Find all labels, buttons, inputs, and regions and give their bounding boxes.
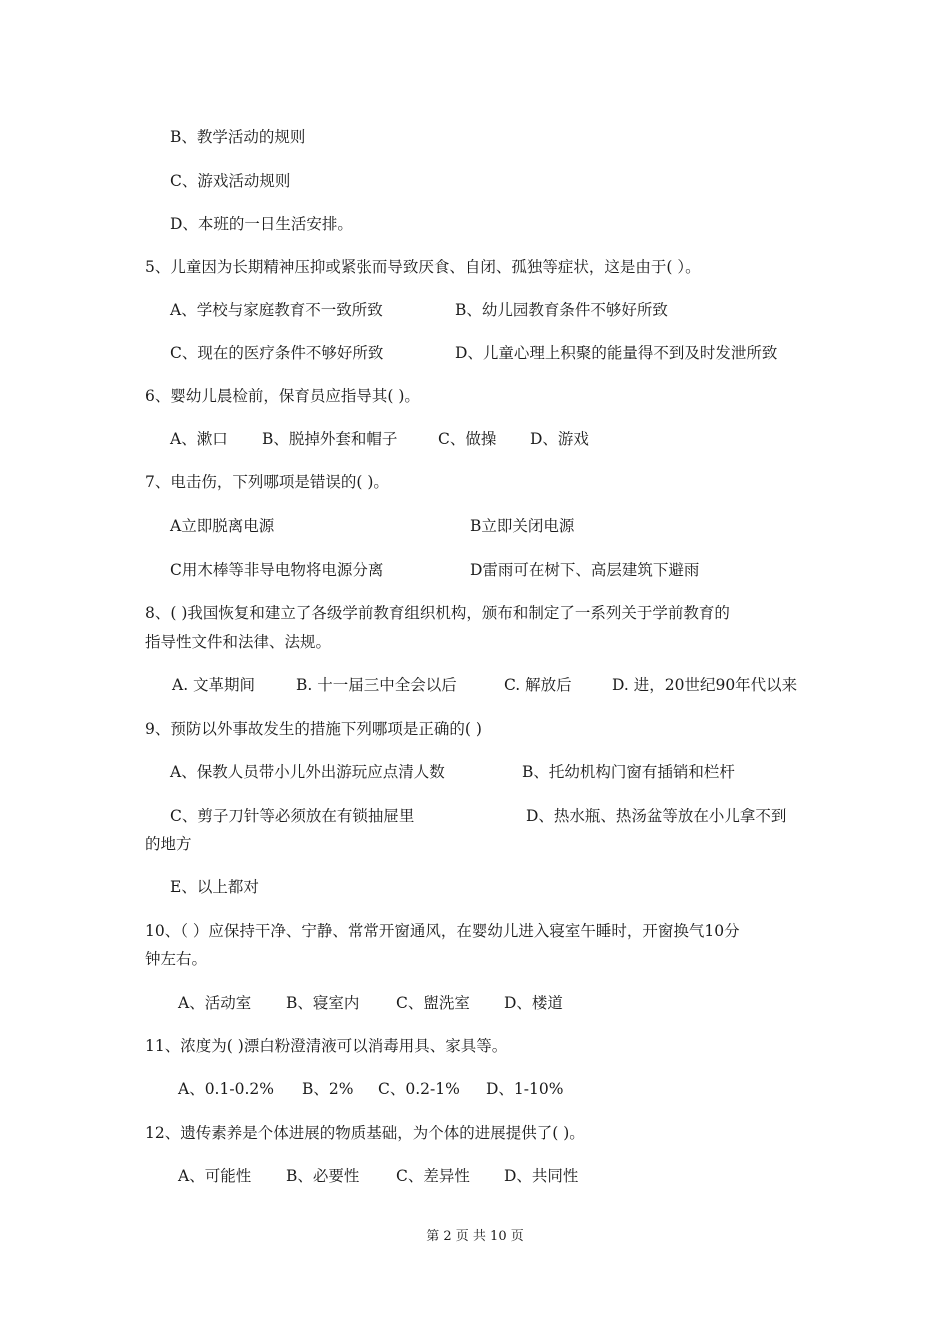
q7-stem: 7、电击伤，下列哪项是错误的( )。 <box>145 473 389 491</box>
q5-option-a: A、学校与家庭教育不一致所致 <box>170 301 383 319</box>
q10-option-c: C、盥洗室 <box>396 994 470 1012</box>
q9-option-e: E、以上都对 <box>170 878 259 896</box>
q12-option-c: C、差异性 <box>396 1167 470 1185</box>
q5-option-c: C、现在的医疗条件不够好所致 <box>170 344 384 362</box>
q11-option-d: D、1-10% <box>486 1080 564 1098</box>
q11-option-b: B、2% <box>302 1080 354 1098</box>
q6-option-a: A、漱口 <box>170 430 228 448</box>
q4-option-c: C、游戏活动规则 <box>170 172 291 190</box>
q8-option-a: A. 文革期间 <box>172 676 256 694</box>
q11-stem: 11、浓度为( )漂白粉澄清液可以消毒用具、家具等。 <box>145 1037 508 1055</box>
q8-option-b: B. 十一届三中全会以后 <box>296 676 457 694</box>
q8-option-d: D. 进，20世纪90年代以来 <box>612 676 798 694</box>
q5-stem: 5、儿童因为长期精神压抑或紧张而导致厌食、自闭、孤独等症状，这是由于( ）。 <box>145 258 701 276</box>
q6-option-d: D、游戏 <box>530 430 589 448</box>
q9-option-b: B、托幼机构门窗有插销和栏杆 <box>522 763 735 781</box>
q9-option-d: D、热水瓶、热汤盆等放在小儿拿不到 <box>526 807 787 825</box>
q11-option-c: C、0.2-1% <box>378 1080 460 1098</box>
q12-option-d: D、共同性 <box>504 1167 579 1185</box>
q6-option-c: C、做操 <box>438 430 497 448</box>
q10-stem-line1: 10、（ ）应保持干净、宁静、常常开窗通风，在婴幼儿进入寝室午睡时，开窗换气10分 <box>145 922 740 940</box>
q6-stem: 6、婴幼儿晨检前，保育员应指导其( )。 <box>145 387 420 405</box>
q10-option-b: B、寝室内 <box>286 994 360 1012</box>
q7-option-c: C用木棒等非导电物将电源分离 <box>170 561 384 579</box>
q9-stem: 9、预防以外事故发生的措施下列哪项是正确的( ) <box>145 720 482 738</box>
q12-stem: 12、遗传素养是个体进展的物质基础，为个体的进展提供了( )。 <box>145 1124 585 1142</box>
q4-option-b: B、教学活动的规则 <box>170 128 306 146</box>
q8-stem-line2: 指导性文件和法律、法规。 <box>145 633 332 651</box>
q10-option-d: D、楼道 <box>504 994 563 1012</box>
q11-option-a: A、0.1-0.2% <box>178 1080 274 1098</box>
q10-option-a: A、活动室 <box>178 994 252 1012</box>
q8-option-c: C. 解放后 <box>504 676 572 694</box>
q10-stem-line2: 钟左右。 <box>145 950 208 968</box>
q12-option-b: B、必要性 <box>286 1167 360 1185</box>
q7-option-b: B立即关闭电源 <box>470 517 575 535</box>
q4-option-d: D、本班的一日生活安排。 <box>170 215 353 233</box>
q9-option-c: C、剪子刀针等必须放在有锁抽屉里 <box>170 807 415 825</box>
q5-option-d: D、儿童心理上积聚的能量得不到及时发泄所致 <box>455 344 778 362</box>
q7-option-a: A立即脱离电源 <box>170 517 275 535</box>
q9-option-d-continued: 的地方 <box>145 835 192 853</box>
q6-option-b: B、脱掉外套和帽子 <box>262 430 398 448</box>
q8-stem-line1: 8、( )我国恢复和建立了各级学前教育组织机构，颁布和制定了一系列关于学前教育的 <box>145 604 730 622</box>
q12-option-a: A、可能性 <box>178 1167 252 1185</box>
page-number-footer: 第 2 页 共 10 页 <box>426 1229 524 1244</box>
q5-option-b: B、幼儿园教育条件不够好所致 <box>455 301 668 319</box>
q9-option-a: A、保教人员带小儿外出游玩应点清人数 <box>170 763 445 781</box>
q7-option-d: D雷雨可在树下、高层建筑下避雨 <box>470 561 700 579</box>
